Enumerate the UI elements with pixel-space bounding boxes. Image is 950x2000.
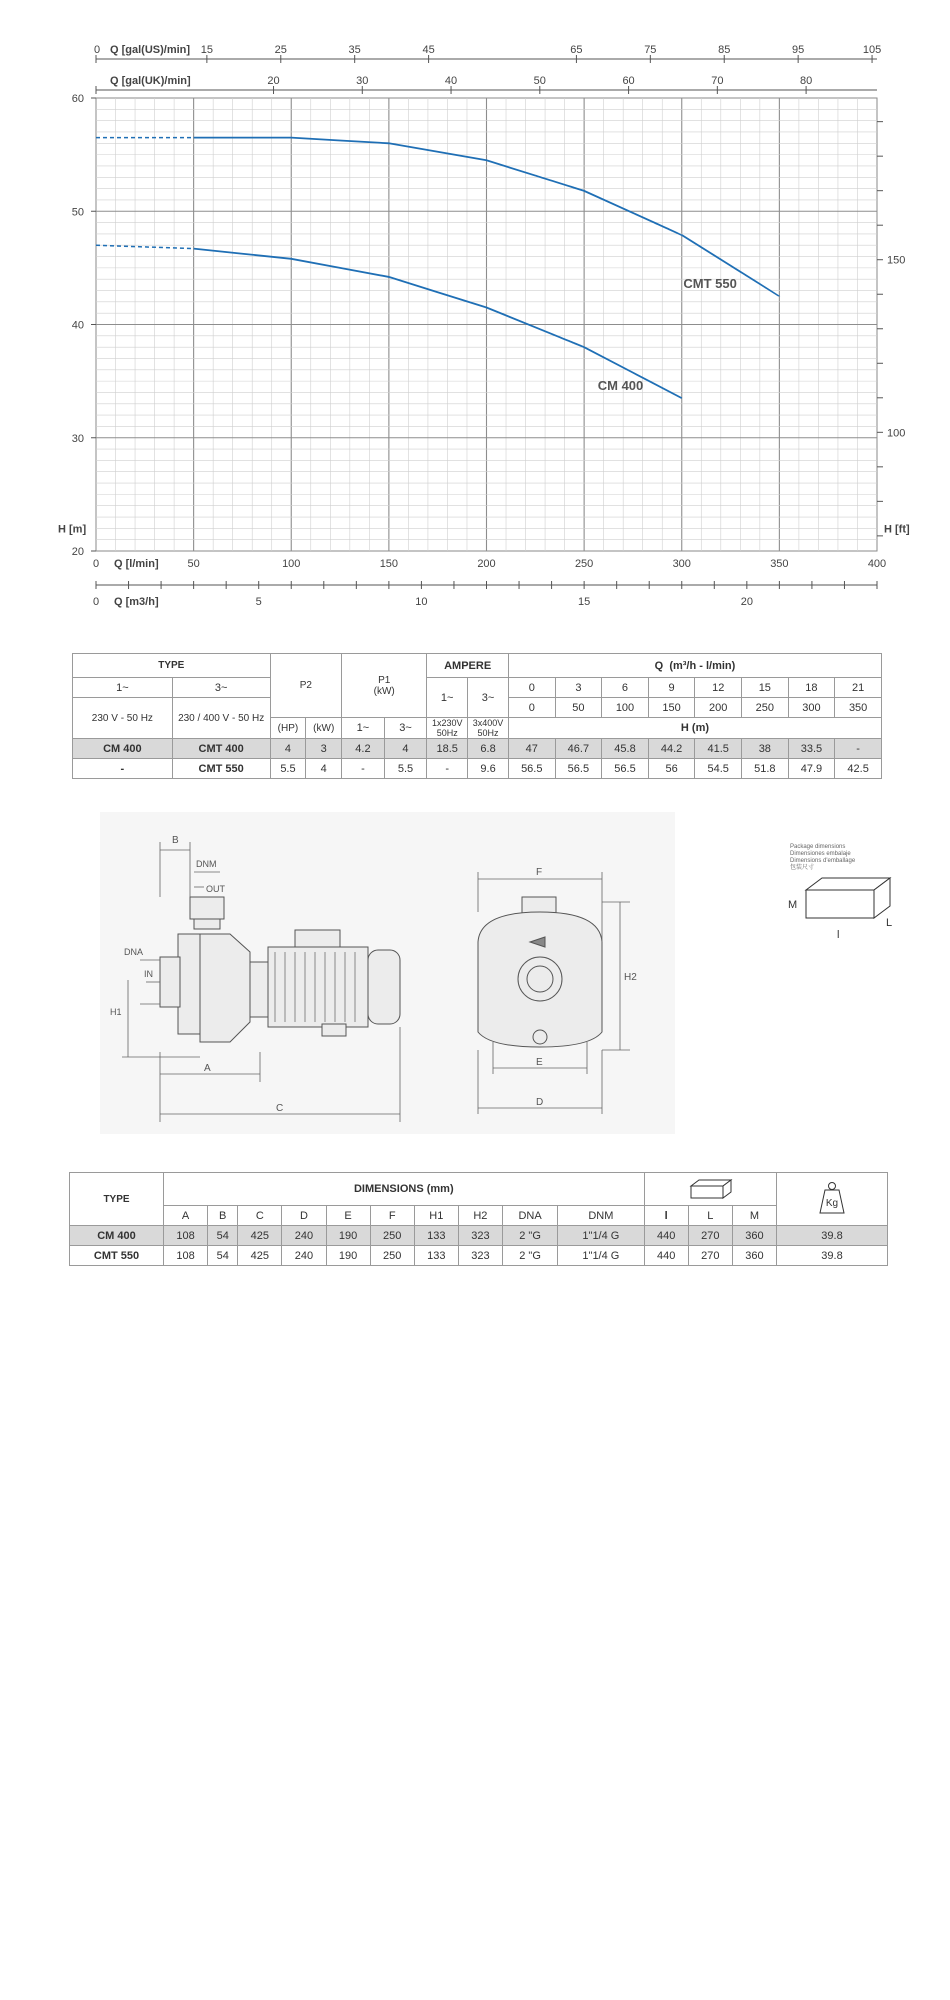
table-row bbox=[70, 1246, 888, 1266]
dims-val: 133 bbox=[414, 1226, 458, 1246]
package-caption: Dimensiones embalaje bbox=[790, 851, 851, 857]
dims-row-type: CM 400 bbox=[70, 1226, 164, 1246]
dims-val: 1"1/4 G bbox=[558, 1226, 644, 1246]
y-tick-label: 20 bbox=[71, 546, 84, 558]
freq-three: 230 / 400 V - 50 Hz bbox=[172, 698, 270, 739]
pkg-val: 360 bbox=[732, 1246, 776, 1266]
dimensions-table bbox=[69, 1172, 888, 1266]
type-single-phase: 1~ bbox=[73, 678, 173, 698]
label-f: F bbox=[536, 867, 543, 878]
dims-val: 1"1/4 G bbox=[558, 1246, 644, 1266]
package-caption: 包装尺寸 bbox=[790, 865, 815, 871]
y-tick-label: 60 bbox=[71, 93, 84, 105]
dims-val: 108 bbox=[164, 1246, 208, 1266]
type-header: TYPE bbox=[73, 654, 271, 678]
p2-header: P2 bbox=[270, 654, 342, 718]
performance-spec-table bbox=[72, 653, 882, 779]
pkg-box-header bbox=[644, 1173, 776, 1206]
series-label: CM 400 bbox=[597, 378, 644, 394]
x-tick-label: 100 bbox=[282, 558, 301, 570]
p2-hp-unit: (HP) bbox=[270, 718, 306, 739]
table-row bbox=[70, 1226, 888, 1246]
box-icon bbox=[806, 878, 890, 918]
dims-type-header: TYPE bbox=[70, 1173, 164, 1226]
dims-row-type: CMT 550 bbox=[70, 1246, 164, 1266]
q-lmin-cell: 0 bbox=[508, 698, 555, 718]
p2-kw-unit: (kW) bbox=[306, 718, 342, 739]
row-h: 38 bbox=[742, 739, 789, 759]
dims-val: 190 bbox=[326, 1246, 370, 1266]
terminal-box bbox=[295, 930, 340, 947]
top-axis-uk-tick-label: 30 bbox=[356, 75, 369, 87]
pkg-col: L bbox=[688, 1206, 732, 1226]
row-h: 56 bbox=[648, 759, 695, 779]
dims-val: 133 bbox=[414, 1246, 458, 1266]
pump-body bbox=[178, 934, 200, 1034]
row-h: 44.2 bbox=[648, 739, 695, 759]
row-h: 42.5 bbox=[835, 759, 882, 779]
row-p1-1: 4.2 bbox=[342, 739, 385, 759]
bottom-axis-m3h-tick-label: 5 bbox=[255, 596, 262, 608]
dims-val: 250 bbox=[370, 1246, 414, 1266]
dims-col: H1 bbox=[414, 1206, 458, 1226]
row-h: 56.5 bbox=[555, 759, 602, 779]
package-label-m: M bbox=[788, 899, 798, 911]
x-tick-label: 250 bbox=[574, 558, 594, 570]
x-tick-label: 50 bbox=[187, 558, 200, 570]
label-c: C bbox=[276, 1103, 284, 1114]
amp-three-freq: 50Hz bbox=[477, 728, 499, 738]
p1-header bbox=[342, 654, 427, 718]
amp-three-voltage: 3x400V bbox=[472, 718, 504, 728]
q-lmin-cell: 250 bbox=[742, 698, 789, 718]
dims-col: DNA bbox=[502, 1206, 557, 1226]
label-dnm: DNM bbox=[196, 859, 217, 869]
bottom-axis-m3h-tick-label: 15 bbox=[578, 596, 591, 608]
q-m3h-cell: 6 bbox=[602, 678, 649, 698]
row-p1-3: 4 bbox=[384, 739, 427, 759]
package-label-l: L bbox=[886, 917, 893, 929]
freq-single: 230 V - 50 Hz bbox=[73, 698, 173, 739]
top-axis-uk-tick-label: 20 bbox=[267, 75, 280, 87]
q-lmin-cell: 50 bbox=[555, 698, 602, 718]
weight-val: 39.8 bbox=[777, 1246, 888, 1266]
outlet-flange bbox=[190, 897, 224, 919]
weight-header bbox=[777, 1173, 888, 1226]
row-p1-1: - bbox=[342, 759, 385, 779]
y2-axis-label: H [ft] bbox=[884, 523, 910, 536]
fan-cover bbox=[368, 950, 400, 1024]
drain-plug bbox=[533, 1030, 547, 1044]
bottom-axis-m3h-label: Q [m3/h] bbox=[114, 596, 159, 608]
top-axis-us-tick-label: 35 bbox=[348, 44, 361, 56]
ampere-header: AMPERE bbox=[427, 654, 509, 678]
package-dimensions-diagram bbox=[778, 840, 898, 950]
dims-header: DIMENSIONS (mm) bbox=[164, 1173, 645, 1206]
h-header: H (m) bbox=[508, 718, 881, 739]
amp-single-voltage: 1x230V bbox=[431, 718, 463, 728]
top-axis-uk-label: Q [gal(UK)/min] bbox=[110, 75, 191, 87]
pkg-col: M bbox=[732, 1206, 776, 1226]
row-single: CM 400 bbox=[73, 739, 173, 759]
q-lmin-cell: 350 bbox=[835, 698, 882, 718]
x-axis-label: Q [l/min] bbox=[114, 558, 159, 570]
x-tick-label: 200 bbox=[477, 558, 496, 570]
q-header bbox=[508, 654, 881, 678]
dims-col: DNM bbox=[558, 1206, 644, 1226]
label-h1: H1 bbox=[110, 1007, 122, 1017]
row-p1-3: 5.5 bbox=[384, 759, 427, 779]
q-lmin-cell: 100 bbox=[602, 698, 649, 718]
type-three-phase: 3~ bbox=[172, 678, 270, 698]
amp-three: 3~ bbox=[468, 678, 509, 718]
y2-tick-label: 150 bbox=[887, 254, 906, 267]
dims-val: 323 bbox=[458, 1226, 502, 1246]
q-lmin-cell: 200 bbox=[695, 698, 742, 718]
y-axis-label: H [m] bbox=[58, 523, 87, 536]
dims-val: 425 bbox=[238, 1226, 282, 1246]
top-axis-us-tick-label: 45 bbox=[422, 44, 435, 56]
row-h: - bbox=[835, 739, 882, 759]
weight-icon bbox=[817, 1181, 847, 1215]
dims-val: 108 bbox=[164, 1226, 208, 1246]
inlet-flange bbox=[160, 957, 180, 1007]
volute bbox=[200, 934, 250, 1042]
dims-val: 54 bbox=[208, 1226, 238, 1246]
row-kw: 3 bbox=[306, 739, 342, 759]
row-h: 51.8 bbox=[742, 759, 789, 779]
top-axis-uk-tick-label: 60 bbox=[622, 75, 635, 87]
box-icon bbox=[687, 1176, 733, 1200]
p1-unit: (kW) bbox=[373, 685, 395, 697]
row-h: 47.9 bbox=[788, 759, 835, 779]
row-h: 56.5 bbox=[602, 759, 649, 779]
x-tick-label: 400 bbox=[867, 558, 887, 570]
p1-label: P1 bbox=[378, 674, 391, 686]
package-caption: Dimensions d'emballage bbox=[790, 858, 856, 864]
table-row bbox=[73, 739, 882, 759]
pkg-val: 270 bbox=[688, 1226, 732, 1246]
series-label: CMT 550 bbox=[683, 276, 737, 292]
package-caption: Package dimensions bbox=[790, 844, 846, 850]
front-view bbox=[478, 897, 602, 1047]
amp-single-spec bbox=[427, 718, 468, 739]
row-h: 56.5 bbox=[508, 759, 555, 779]
y-tick-label: 50 bbox=[71, 206, 84, 219]
row-h: 54.5 bbox=[695, 759, 742, 779]
y-tick-label: 40 bbox=[71, 319, 84, 332]
bottom-axis-m3h-tick-label: 20 bbox=[740, 596, 753, 608]
dims-val: 323 bbox=[458, 1246, 502, 1266]
row-single: - bbox=[73, 759, 173, 779]
label-out: OUT bbox=[206, 884, 225, 894]
q-lmin-cell: 150 bbox=[648, 698, 695, 718]
top-axis-us-tick-label: 25 bbox=[274, 44, 287, 56]
row-a-3: 6.8 bbox=[468, 739, 509, 759]
motor-body bbox=[268, 947, 368, 1027]
amp-single-freq: 50Hz bbox=[436, 728, 458, 738]
amp-single: 1~ bbox=[427, 678, 468, 718]
top-axis-us-tick-label: 15 bbox=[200, 44, 213, 56]
motor-foot bbox=[322, 1024, 346, 1036]
label-b: B bbox=[172, 835, 179, 846]
row-h: 46.7 bbox=[555, 739, 602, 759]
row-h: 41.5 bbox=[695, 739, 742, 759]
dims-val: 190 bbox=[326, 1226, 370, 1246]
q-m3h-cell: 9 bbox=[648, 678, 695, 698]
row-kw: 4 bbox=[306, 759, 342, 779]
package-captions bbox=[790, 844, 856, 871]
pkg-col: l bbox=[644, 1206, 688, 1226]
dims-col: F bbox=[370, 1206, 414, 1226]
dims-val: 2 "G bbox=[502, 1246, 557, 1266]
x-tick-label-zero: 0 bbox=[92, 558, 100, 570]
row-a-1: 18.5 bbox=[427, 739, 468, 759]
dims-col: H2 bbox=[458, 1206, 502, 1226]
x-tick-label: 300 bbox=[672, 558, 691, 570]
dims-val: 240 bbox=[282, 1246, 326, 1266]
weight-val: 39.8 bbox=[777, 1226, 888, 1246]
y2-tick-label: 100 bbox=[887, 427, 906, 440]
q-m3h-cell: 18 bbox=[788, 678, 835, 698]
label-a: A bbox=[204, 1063, 211, 1074]
top-axis-us-tick-label: 0 bbox=[93, 44, 101, 56]
amp-three-spec bbox=[468, 718, 509, 739]
dims-val: 54 bbox=[208, 1246, 238, 1266]
chart-grid bbox=[96, 98, 877, 551]
top-axis-uk-tick-label: 80 bbox=[799, 75, 813, 87]
top-axis-us-tick-label: 105 bbox=[862, 44, 882, 56]
row-three: CMT 400 bbox=[172, 739, 270, 759]
row-hp: 5.5 bbox=[270, 759, 306, 779]
label-d: D bbox=[536, 1097, 544, 1108]
top-axis-us-tick-label: 85 bbox=[718, 44, 731, 56]
top-axis-uk-tick-label: 40 bbox=[444, 75, 458, 87]
weight-icon-label: Kg bbox=[825, 1197, 839, 1209]
row-three: CMT 550 bbox=[172, 759, 270, 779]
row-h: 33.5 bbox=[788, 739, 835, 759]
pkg-val: 440 bbox=[644, 1226, 688, 1246]
p1-single-unit: 1~ bbox=[342, 718, 385, 739]
label-h2: H2 bbox=[624, 972, 637, 983]
top-axis-us-label: Q [gal(US)/min] bbox=[110, 44, 191, 56]
top-axis-uk-tick-label: 70 bbox=[711, 75, 724, 87]
dims-col: A bbox=[164, 1206, 208, 1226]
q-m3h-cell: 3 bbox=[555, 678, 602, 698]
q-m3h-cell: 12 bbox=[695, 678, 742, 698]
q-m3h-cell: 15 bbox=[742, 678, 789, 698]
x-tick-label: 150 bbox=[379, 558, 399, 570]
q-header-units: (m³/h - l/min) bbox=[669, 659, 736, 672]
q-m3h-cell: 0 bbox=[508, 678, 555, 698]
row-hp: 4 bbox=[270, 739, 306, 759]
y-tick-label: 30 bbox=[71, 432, 84, 445]
p1-three-unit: 3~ bbox=[384, 718, 427, 739]
pkg-val: 270 bbox=[688, 1246, 732, 1266]
label-in: IN bbox=[144, 969, 153, 979]
q-m3h-cell: 21 bbox=[835, 678, 882, 698]
table-row bbox=[73, 759, 882, 779]
dims-col: D bbox=[282, 1206, 326, 1226]
row-h: 47 bbox=[508, 739, 555, 759]
pump-technical-drawing bbox=[100, 812, 675, 1134]
dims-col: E bbox=[326, 1206, 370, 1226]
dims-col: C bbox=[238, 1206, 282, 1226]
top-axis-us-tick-label: 95 bbox=[792, 44, 805, 56]
top-axis-us-tick-label: 65 bbox=[570, 44, 583, 56]
q-header-q: Q bbox=[654, 659, 664, 672]
bottom-axis-m3h-tick-label: 10 bbox=[415, 596, 428, 608]
label-e: E bbox=[536, 1057, 543, 1068]
top-axis-us-tick-label: 75 bbox=[644, 44, 657, 56]
top-axis-uk-tick-label: 50 bbox=[533, 75, 546, 87]
dims-val: 250 bbox=[370, 1226, 414, 1246]
package-label-i: l bbox=[837, 929, 840, 941]
pump-performance-chart bbox=[0, 0, 950, 640]
q-lmin-cell: 300 bbox=[788, 698, 835, 718]
pkg-val: 360 bbox=[732, 1226, 776, 1246]
dims-val: 2 "G bbox=[502, 1226, 557, 1246]
x-tick-label: 350 bbox=[770, 558, 789, 570]
bottom-axis-m3h-tick-label: 0 bbox=[92, 596, 100, 608]
pkg-val: 440 bbox=[644, 1246, 688, 1266]
dims-val: 240 bbox=[282, 1226, 326, 1246]
dims-val: 425 bbox=[238, 1246, 282, 1266]
label-dna: DNA bbox=[124, 947, 144, 957]
dims-col: B bbox=[208, 1206, 238, 1226]
row-a-1: - bbox=[427, 759, 468, 779]
row-a-3: 9.6 bbox=[468, 759, 509, 779]
row-h: 45.8 bbox=[602, 739, 649, 759]
